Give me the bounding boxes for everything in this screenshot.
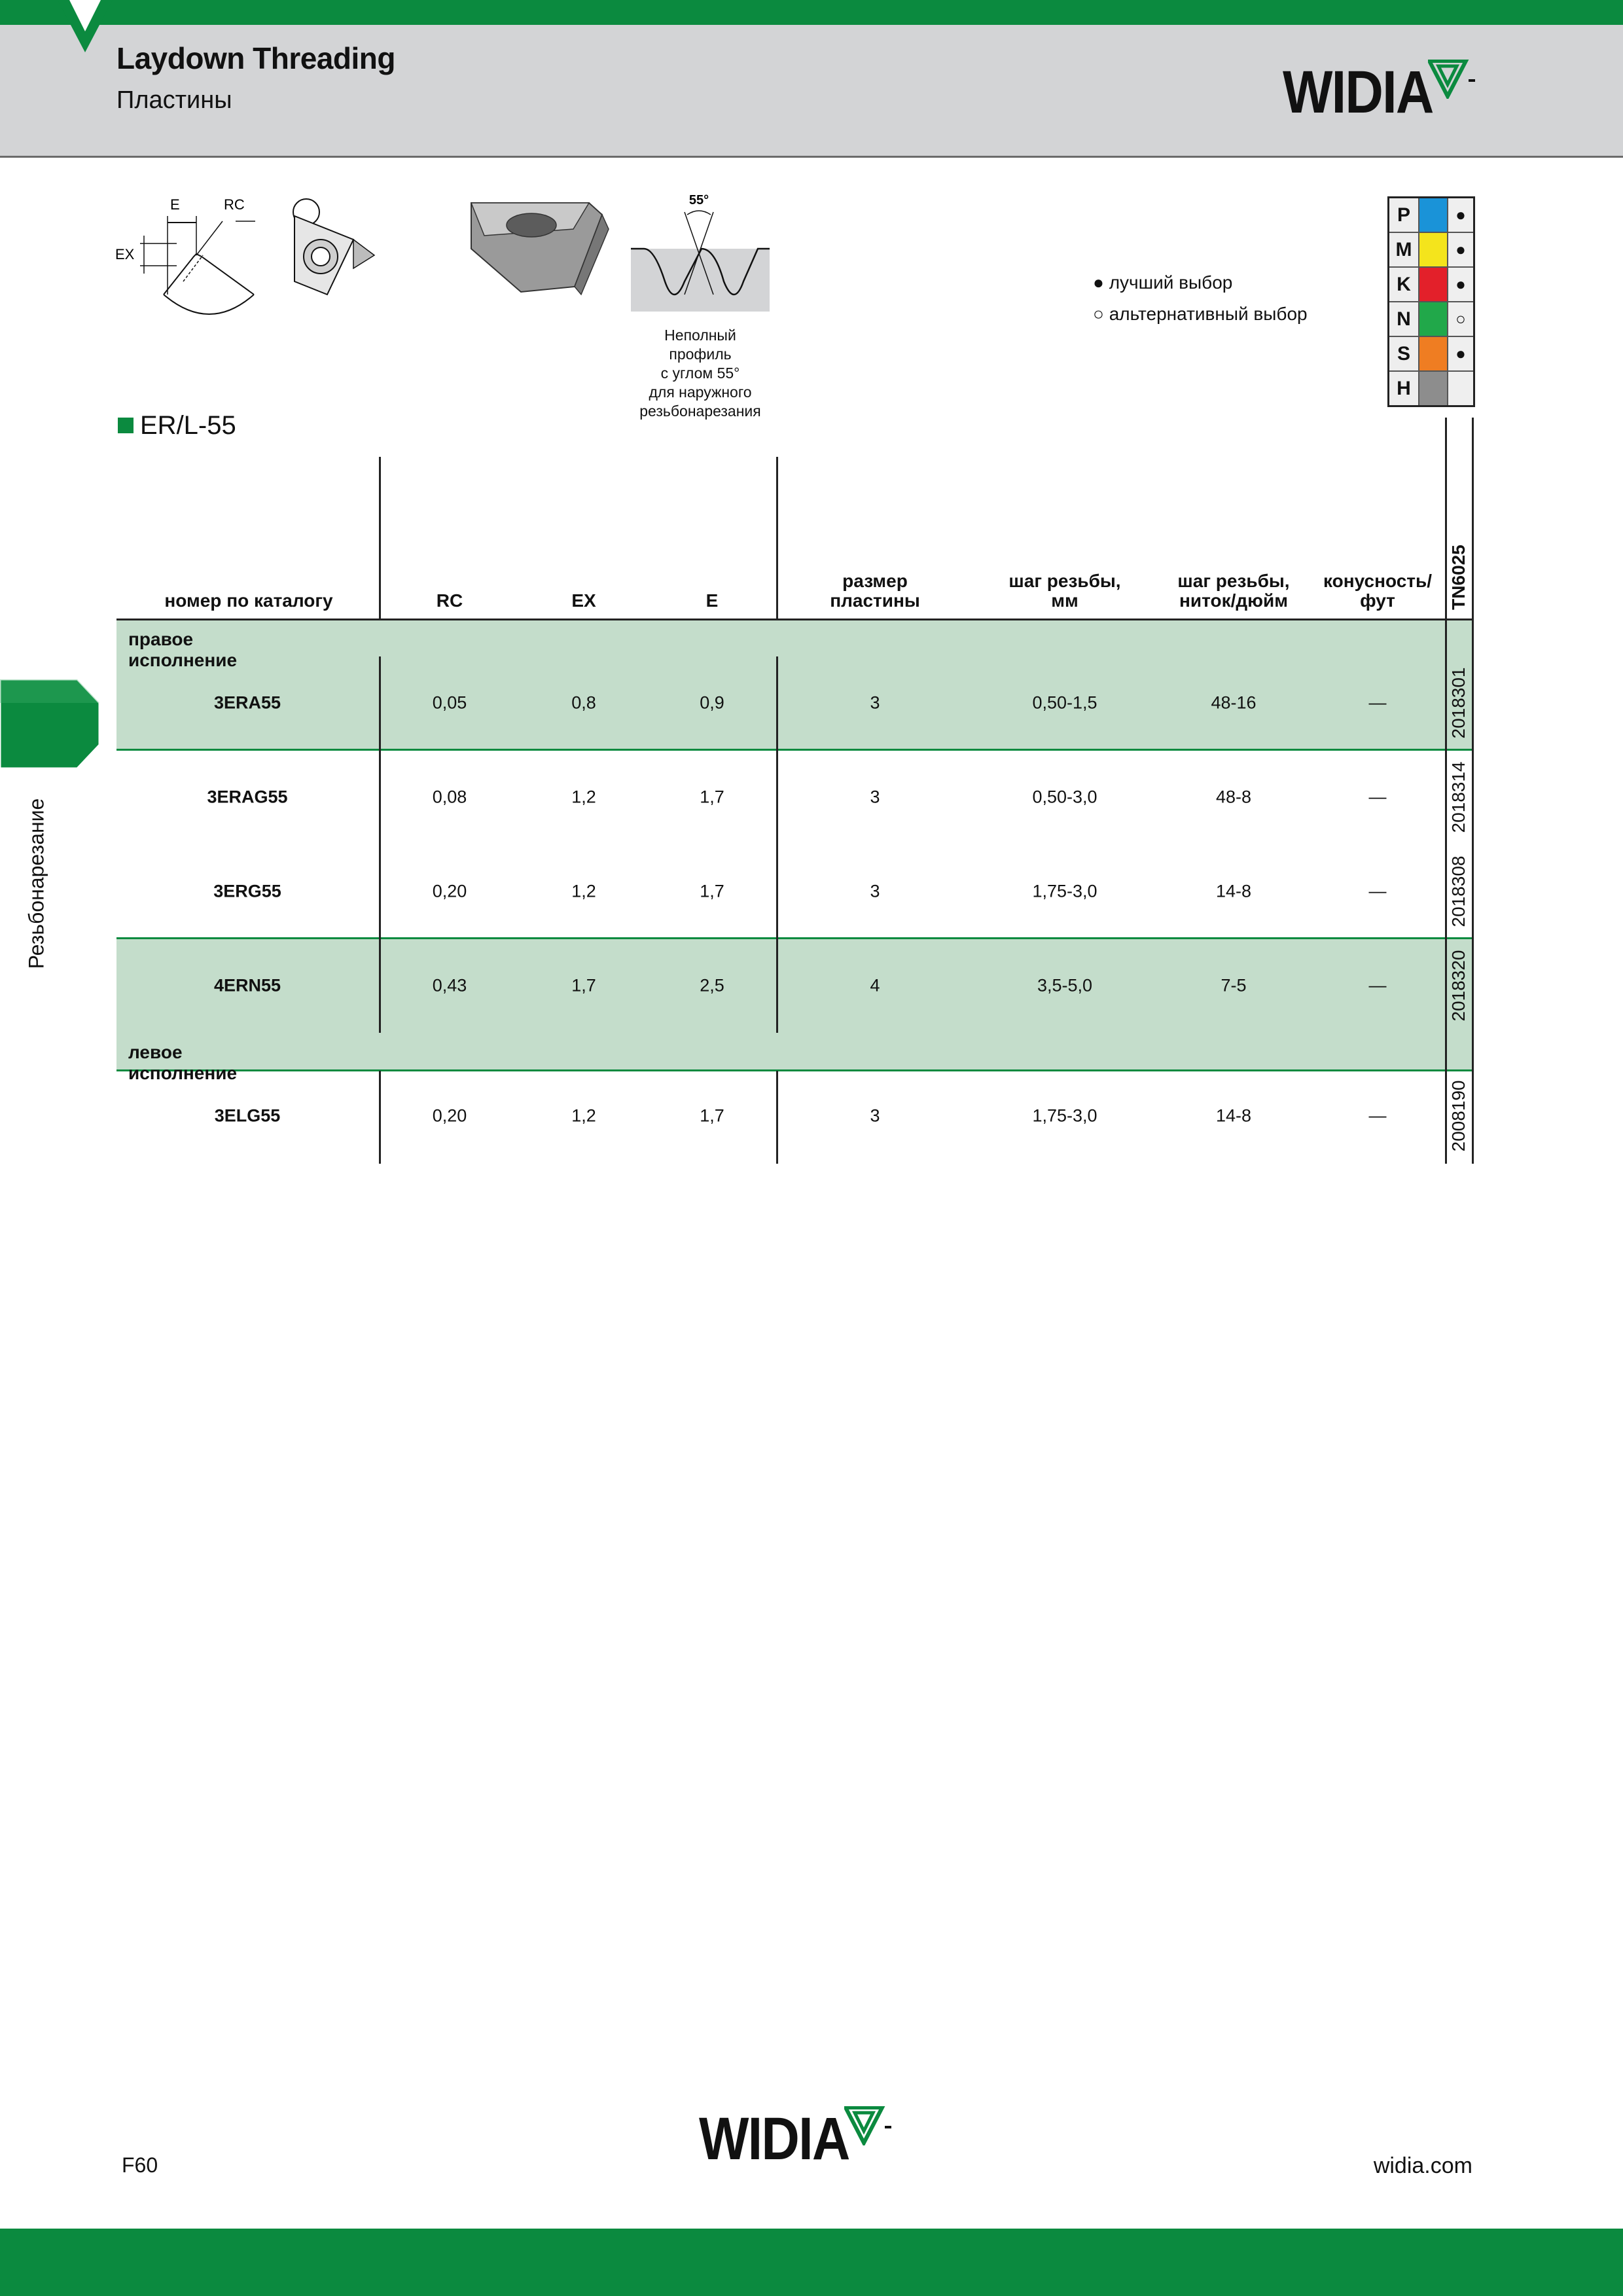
material-color-swatch	[1419, 302, 1448, 336]
header-catalog: номер по каталогу	[164, 590, 333, 611]
cell-pitch: 0,50-3,0	[1032, 787, 1097, 807]
material-letter: N	[1389, 302, 1419, 336]
cell-tpi: 48-8	[1215, 787, 1252, 807]
header-rc: RC	[436, 590, 463, 611]
caption-line: профиль	[669, 346, 732, 363]
cell-rc: 0,20	[432, 1105, 467, 1126]
page-subtitle: Пластины	[116, 86, 232, 114]
material-letter: H	[1389, 371, 1419, 406]
thread-profile-icon	[631, 193, 770, 312]
cell-e: 1,7	[700, 787, 724, 807]
dim-label-e: E	[170, 196, 180, 213]
group-right-hand: правое исполнение	[128, 629, 238, 670]
header-line: шаг резьбы,	[1008, 571, 1121, 591]
cell-order-number: 2018320	[1448, 950, 1469, 1022]
column-divider	[1445, 418, 1447, 1164]
row-band-highlight	[116, 620, 1472, 749]
header-pitch-mm	[980, 571, 1150, 611]
cell-order-number: 2018314	[1448, 761, 1469, 833]
angle-label: 55°	[688, 193, 709, 207]
cell-pitch: 1,75-3,0	[1032, 1105, 1097, 1126]
material-row-p	[1389, 198, 1474, 233]
widia-logo-text: WIDIA	[1283, 59, 1433, 126]
cell-e: 2,5	[700, 975, 724, 996]
cell-pitch: 1,75-3,0	[1032, 881, 1097, 901]
header-ex: EX	[571, 590, 596, 611]
material-mark: ●	[1448, 232, 1474, 267]
header-line: шаг резьбы,	[1177, 571, 1290, 591]
cell-catalog: 3ERA55	[213, 692, 281, 713]
material-row-s	[1389, 336, 1474, 371]
header-line: ниток/дюйм	[1179, 590, 1288, 611]
cell-size: 3	[870, 1105, 880, 1126]
cell-catalog: 3ERAG55	[207, 787, 288, 807]
header-rule	[116, 619, 1472, 620]
row-separator	[116, 1069, 1472, 1071]
material-row-k	[1389, 267, 1474, 302]
cell-ex: 1,7	[571, 975, 596, 996]
cell-catalog: 4ERN55	[213, 975, 281, 996]
header-insert-size	[796, 571, 954, 611]
material-letter: K	[1389, 267, 1419, 302]
cell-size: 3	[870, 787, 880, 807]
cell-order-number: 2008190	[1448, 1080, 1469, 1152]
cell-e: 1,7	[700, 881, 724, 901]
cell-tpi: 14-8	[1215, 881, 1252, 901]
material-color-swatch	[1419, 232, 1448, 267]
section-title: ER/L-55	[140, 411, 236, 440]
website-link[interactable]: widia.com	[1373, 2153, 1472, 2178]
widia-mark-icon	[844, 2106, 897, 2145]
row-separator	[116, 749, 1472, 751]
filled-dot-icon: ●	[1093, 272, 1104, 293]
header-line: мм	[1051, 590, 1079, 611]
material-grade-box	[1387, 196, 1475, 407]
cell-tpi: 48-16	[1211, 692, 1257, 713]
column-divider	[379, 1071, 381, 1164]
cell-taper: —	[1368, 881, 1387, 901]
material-letter: M	[1389, 232, 1419, 267]
material-color-swatch	[1419, 336, 1448, 371]
material-row-m	[1389, 232, 1474, 267]
top-green-bar	[0, 0, 1623, 25]
material-mark	[1448, 371, 1474, 406]
side-section-label: Резьбонарезание	[24, 798, 48, 969]
header-threads-per-inch	[1152, 571, 1315, 611]
profile-caption	[615, 326, 785, 421]
bottom-green-bar	[0, 2229, 1623, 2296]
cell-ex: 1,2	[571, 1105, 596, 1126]
legend-alternative-label: альтернативный выбор	[1109, 304, 1308, 324]
cell-pitch: 0,50-1,5	[1032, 692, 1097, 713]
column-divider	[776, 656, 778, 1033]
widia-mark-icon	[1428, 60, 1480, 99]
cell-rc: 0,20	[432, 881, 467, 901]
cell-e: 1,7	[700, 1105, 724, 1126]
group-left-hand: левое исполнение	[128, 1042, 238, 1083]
insert-3d-icon	[471, 203, 609, 295]
dim-label-ex: EX	[115, 246, 135, 262]
header-e: E	[705, 590, 719, 611]
header-line: пластины	[830, 590, 920, 611]
cell-tpi: 14-8	[1215, 1105, 1252, 1126]
insert-top-view-icon	[293, 199, 374, 295]
cell-ex: 1,2	[571, 787, 596, 807]
dim-label-rc: RC	[224, 196, 245, 213]
cell-taper: —	[1368, 787, 1387, 807]
caption-line: с углом 55°	[660, 365, 740, 382]
material-letter: P	[1389, 198, 1419, 233]
cell-size: 3	[870, 692, 880, 713]
cell-size: 3	[870, 881, 880, 901]
material-color-swatch	[1419, 198, 1448, 233]
cell-catalog: 3ERG55	[213, 881, 281, 901]
widia-logo-text: WIDIA	[699, 2106, 849, 2172]
row-separator	[116, 937, 1472, 939]
page-title: Laydown Threading	[116, 41, 395, 75]
legend-best	[1093, 267, 1308, 298]
column-divider	[1472, 418, 1474, 1164]
widia-logo-footer	[699, 2106, 870, 2172]
cell-taper: —	[1368, 692, 1387, 713]
material-mark: ●	[1448, 336, 1474, 371]
material-row-h	[1389, 371, 1474, 406]
cell-size: 4	[870, 975, 880, 996]
legend-best-label: лучший выбор	[1109, 272, 1233, 293]
insert-diagrams	[105, 183, 785, 327]
header-line: фут	[1360, 590, 1395, 611]
hollow-dot-icon: ○	[1093, 304, 1104, 324]
cell-rc: 0,08	[432, 787, 467, 807]
column-divider	[776, 457, 778, 619]
material-mark: ●	[1448, 267, 1474, 302]
cell-taper: —	[1368, 1105, 1387, 1126]
cell-rc: 0,05	[432, 692, 467, 713]
section-square-icon	[118, 418, 134, 433]
cell-ex: 1,2	[571, 881, 596, 901]
cell-e: 0,9	[700, 692, 724, 713]
caption-line: для наружного	[649, 384, 752, 401]
material-letter: S	[1389, 336, 1419, 371]
cell-taper: —	[1368, 975, 1387, 996]
cell-catalog: 3ELG55	[214, 1105, 281, 1126]
legend	[1093, 267, 1308, 330]
corner-triangle-icon	[0, 0, 131, 59]
caption-line: Неполный	[664, 327, 736, 344]
cell-order-number: 2018308	[1448, 855, 1469, 927]
material-color-swatch	[1419, 371, 1448, 406]
cell-ex: 0,8	[571, 692, 596, 713]
column-divider	[776, 1071, 778, 1164]
header-line: конусность/	[1323, 571, 1433, 591]
header-taper	[1309, 571, 1446, 611]
row-band-highlight	[116, 939, 1472, 1071]
cell-pitch: 3,5-5,0	[1037, 975, 1093, 996]
cell-rc: 0,43	[432, 975, 467, 996]
legend-alternative	[1093, 298, 1308, 330]
header-grade: TN6025	[1448, 545, 1469, 610]
header-line: размер	[842, 571, 908, 591]
widia-logo	[1283, 59, 1454, 126]
dimension-sketch-icon	[115, 196, 255, 314]
cell-order-number: 2018301	[1448, 667, 1469, 739]
caption-line: резьбонарезания	[639, 403, 761, 420]
material-mark: ●	[1448, 198, 1474, 233]
material-row-n	[1389, 302, 1474, 336]
cell-tpi: 7-5	[1221, 975, 1247, 996]
column-divider	[379, 656, 381, 1033]
page-number: F60	[122, 2153, 158, 2177]
section-tab-marker	[0, 675, 105, 774]
material-color-swatch	[1419, 267, 1448, 302]
material-mark: ○	[1448, 302, 1474, 336]
column-divider	[379, 457, 381, 619]
